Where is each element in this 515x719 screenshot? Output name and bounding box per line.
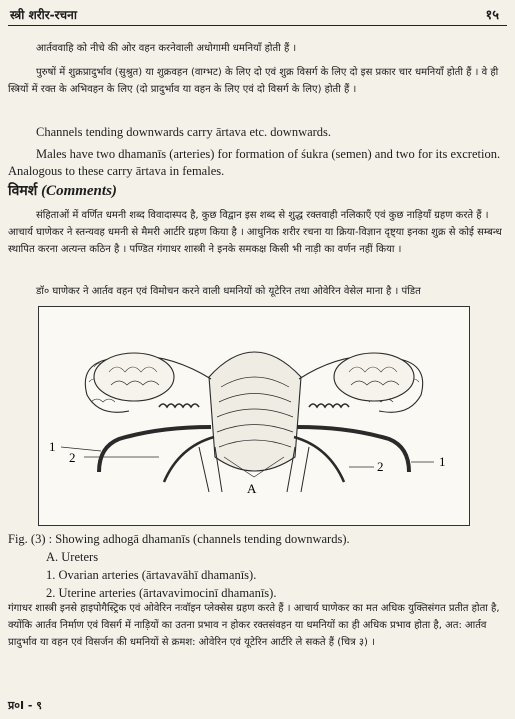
uterus-illustration [39, 307, 469, 525]
comments-heading-english: (Comments) [41, 183, 117, 199]
label-1-right: 1 [439, 454, 446, 469]
caption-item-2: 2. Uterine arteries (ārtavavimocinī dhamanīs). [46, 586, 277, 600]
paragraph-5: संहिताओं में वर्णित धमनी शब्द विवादास्पद है, कुछ विद्वान इस शब्द से शुद्ध रक्तवाही नलिकाएँ एवं कुछ नाड़ियाँ ग्रहण करते हैं । आचार्य घाणेकर ने स्तन्यवह धमनी से मैमरी आर्टरि ग्रहण किया है । आधुनिक शरीर रचना या क्रिया-विज्ञान दृष्ट्या इनका शुक्र से कोई सम्बन्ध स्थापित करना अत्यन्त कठिन है । पण्डित गंगाधर शास्त्री ने इनके समकक्ष किसी भी नाड़ी का वर्णन नहीं किया । [8, 210, 502, 255]
label-a: A [247, 481, 257, 496]
caption-title: Fig. (3) : Showing adhogā dhamanīs (channels tending downwards). [8, 532, 350, 546]
label-2-left: 2 [69, 450, 76, 465]
caption-item-a: A. Ureters [46, 550, 99, 564]
caption-item-1: 1. Ovarian arteries (ārtavavāhī dhamanīs). [46, 568, 257, 582]
paragraph-2: पुरुषों में शुक्रप्रादुर्भाव (सुश्रुत) या शुक्रवहन (वाग्भट) के लिए दो एवं शुक्र विसर्ग के लिए दो इस प्रकार चार धमनियाँ होती हैं । वे ही स्त्रियों में रक्त के अभिवहन के लिए (दो प्रादुर्भाव या वहन के लिए एवं दो विसर्ग के लिए) होती हैं । [8, 67, 499, 95]
running-title: स्त्री शरीर-रचना [10, 8, 77, 22]
paragraph-6: डॉ० घाणेकर ने आर्तव वहन एवं विमोचन करने वाली धमनियों को यूटेरिन तथा ओवेरिन वेसेल माना है । पंडित [36, 286, 421, 297]
page-header [8, 3, 507, 26]
figure-caption [8, 530, 508, 602]
paragraph-7: गंगाधर शास्त्री इनसे हाइपोगैस्ट्रिक एवं ओवेरिन नःवॉइन प्लेक्सेस ग्रहण करते हैं । आचार्य घाणेकर का मत अधिक युक्तिसंगत प्रतीत होता है, क्योंकि आर्तव निर्माण एवं विसर्ग में नाड़ियों का उतना प्रभाव न होकर रक्तसंवहन या धमनियों का ही अधिक प्रभाव होता है, अत: आर्तव प्रादुर्भाव या वहन एवं विसर्जन की धमनियों से क्रमश: ओवेरिन एवं यूटेरिन आर्टरि ले सकते हैं (चित्र ३) । [8, 603, 500, 648]
figure-uterus-diagram [38, 306, 470, 526]
label-1-left: 1 [49, 439, 56, 454]
paragraph-4: Males have two dhamanīs (arteries) for formation of śukra (semen) and two for its excretion. Analogous to these carry ārtava in females. [8, 147, 501, 178]
paragraph-3: Channels tending downwards carry ārtava etc. downwards. [36, 125, 332, 139]
comments-heading-devanagari: विमर्श [8, 183, 38, 199]
label-2-right: 2 [377, 459, 384, 474]
comments-heading [8, 181, 117, 200]
paragraph-1: आर्तववाहि को नीचे की ओर वहन करनेवाली अधोगामी धमनियाँ होती हैं । [36, 43, 297, 54]
page-footer: प्र०I - ९ [8, 699, 43, 712]
page-number: १५ [485, 8, 499, 23]
